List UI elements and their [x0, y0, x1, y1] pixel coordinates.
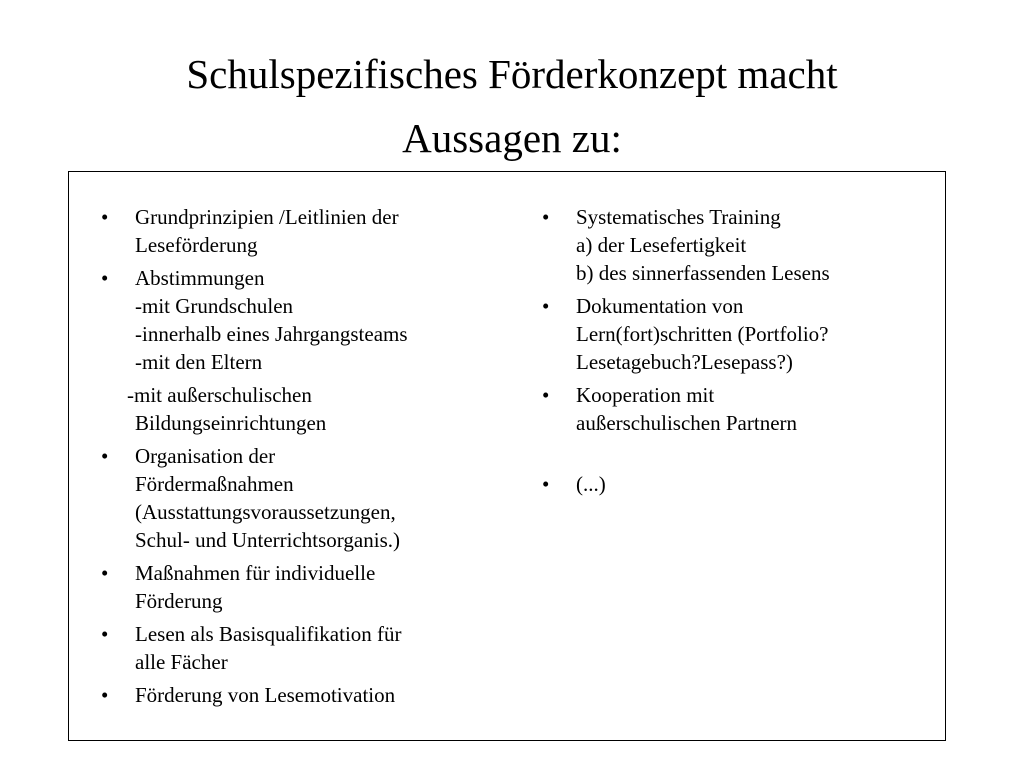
left-column [97, 203, 507, 714]
bullet-line: • Lesen als Basisqualifikation für [135, 622, 402, 646]
bullet-line: b) des sinnerfassenden Lesens [576, 261, 830, 285]
bullet-line: Leseförderung [135, 233, 258, 257]
bullet-line: • Dokumentation von [576, 294, 744, 318]
bullet-item-kooperation [538, 381, 898, 437]
bullet-line: Fördermaßnahmen [135, 472, 294, 496]
bullet-line: • Abstimmungen [135, 266, 265, 290]
bullet-line: • Maßnahmen für individuelle [135, 561, 376, 585]
bullet-line: außerschulischen Partnern [576, 411, 798, 435]
slide-title [0, 42, 1024, 170]
bullet-line: (Ausstattungsvoraussetzungen, [135, 500, 396, 524]
bullet-line: • Kooperation mit [576, 383, 715, 407]
bullet-item-massnahmen [97, 559, 507, 615]
left-bullet-list [97, 203, 507, 709]
bullet-line: a) der Lesefertigkeit [576, 233, 747, 257]
continuation-line: -mit außerschulischen [127, 383, 312, 407]
bullet-item-organisation [97, 442, 507, 554]
bullet-line: -innerhalb eines Jahrgangsteams [135, 322, 408, 346]
slide-title-line-1: Schulspezifisches Förderkonzept macht [186, 51, 838, 97]
bullet-line: alle Fächer [135, 650, 228, 674]
right-bullet-list [538, 203, 898, 498]
bullet-line: • Organisation der [135, 444, 276, 468]
bullet-line: • Grundprinzipien /Leitlinien der [135, 205, 399, 229]
bullet-line: Schul- und Unterrichtsorganis.) [135, 528, 400, 552]
bullet-item-leitlinien [97, 203, 507, 259]
bullet-item-lesemotivation [97, 681, 507, 709]
bullet-item-abstimmungen [97, 264, 507, 376]
bullet-item-training [538, 203, 898, 287]
bullet-line: Lesetagebuch?Lesepass?) [576, 350, 793, 374]
bullet-line: -mit Grundschulen [135, 294, 294, 318]
bullet-line: Lern(fort)schritten (Portfolio? [576, 322, 829, 346]
bullet-item-ellipsis [538, 470, 898, 498]
slide-title-line-2: Aussagen zu: [402, 115, 622, 161]
content-frame [68, 171, 946, 741]
bullet-item-dokumentation [538, 292, 898, 376]
continuation-line: Bildungseinrichtungen [135, 411, 327, 435]
bullet-line: -mit den Eltern [135, 350, 263, 374]
bullet-line: • Systematisches Training [576, 205, 781, 229]
bullet-item-basisqualifikation [97, 620, 507, 676]
right-column [538, 203, 898, 503]
bullet-line: • Förderung von Lesemotivation [135, 683, 396, 707]
bullet-line: • (...) [576, 472, 606, 496]
continuation-item-ausserschulisch [97, 381, 507, 437]
bullet-line: Förderung [135, 589, 223, 613]
